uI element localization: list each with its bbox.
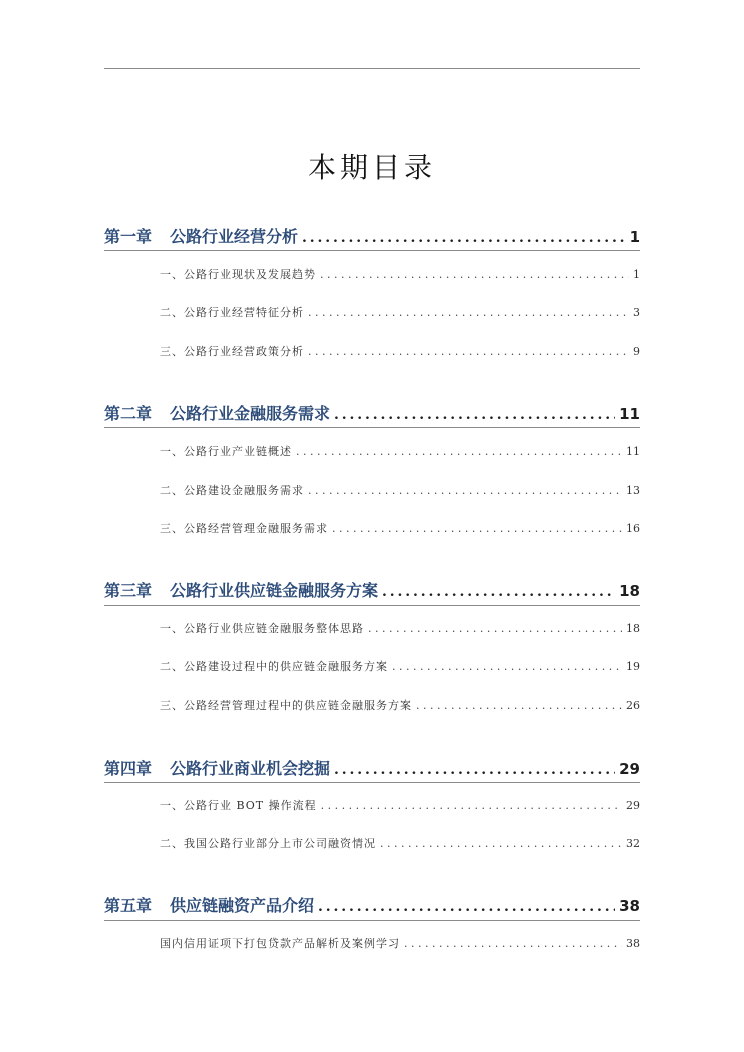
section-entry[interactable] <box>104 343 640 359</box>
section-page-number: 18 <box>626 622 640 635</box>
chapter-5-entry[interactable] <box>104 893 640 916</box>
chapter-3-entry[interactable] <box>104 578 640 601</box>
chapter-page-number: 38 <box>619 897 640 915</box>
dot-leader <box>302 227 626 246</box>
section-page-number: 16 <box>626 522 640 535</box>
section-entry[interactable] <box>104 304 640 320</box>
dot-leader <box>318 896 615 915</box>
dot-leader <box>308 345 629 358</box>
dot-leader <box>308 484 622 497</box>
section-entry[interactable] <box>104 520 640 536</box>
chapter-number: 第一章 <box>104 227 153 246</box>
chapter-rule <box>104 605 640 606</box>
section-title: 二、我国公路行业部分上市公司融资情况 <box>160 837 376 850</box>
section-title: 一、公路行业供应链金融服务整体思路 <box>160 622 364 635</box>
chapter-title: 公路行业金融服务需求 <box>170 404 331 423</box>
section-page-number: 3 <box>633 306 640 319</box>
section-entry[interactable] <box>104 266 640 282</box>
page-title: 本期目录 <box>307 151 436 184</box>
chapter-1-entry[interactable] <box>104 224 640 247</box>
dot-leader <box>392 660 622 673</box>
dot-leader <box>334 759 615 778</box>
chapter-title: 公路行业商业机会挖掘 <box>170 759 331 778</box>
chapter-number: 第五章 <box>104 896 153 915</box>
section-title: 国内信用证项下打包贷款产品解析及案例学习 <box>160 937 400 950</box>
dot-leader <box>404 937 622 950</box>
chapter-2-entry[interactable] <box>104 401 640 424</box>
chapter-number: 第二章 <box>104 404 153 423</box>
section-page-number: 32 <box>626 837 640 850</box>
section-entry[interactable] <box>104 443 640 459</box>
section-entry[interactable] <box>104 697 640 713</box>
top-rule <box>104 68 640 69</box>
section-title: 一、公路行业产业链概述 <box>160 445 292 458</box>
section-page-number: 1 <box>633 268 640 281</box>
section-entry[interactable] <box>104 835 640 851</box>
chapter-rule <box>104 250 640 251</box>
chapter-number: 第三章 <box>104 581 153 600</box>
dot-leader <box>332 522 622 535</box>
section-title: 二、公路建设金融服务需求 <box>160 484 304 497</box>
chapter-4-entry[interactable] <box>104 756 640 779</box>
section-entry[interactable] <box>104 658 640 674</box>
section-title: 三、公路行业经营政策分析 <box>160 345 304 358</box>
chapter-rule <box>104 427 640 428</box>
chapter-page-number: 11 <box>619 405 640 423</box>
chapter-number: 第四章 <box>104 759 153 778</box>
section-page-number: 11 <box>626 445 640 458</box>
chapter-rule <box>104 920 640 921</box>
section-page-number: 29 <box>626 799 640 812</box>
dot-leader <box>320 268 629 281</box>
section-entry[interactable] <box>104 620 640 636</box>
dot-leader <box>382 581 615 600</box>
chapter-title: 供应链融资产品介绍 <box>170 896 315 915</box>
section-title: 三、公路经营管理金融服务需求 <box>160 522 328 535</box>
dot-leader <box>368 622 622 635</box>
section-page-number: 19 <box>626 660 640 673</box>
chapter-page-number: 29 <box>619 760 640 778</box>
section-title: 三、公路经营管理过程中的供应链金融服务方案 <box>160 699 412 712</box>
section-page-number: 26 <box>626 699 640 712</box>
chapter-title: 公路行业经营分析 <box>170 227 299 246</box>
dot-leader <box>416 699 622 712</box>
section-title: 二、公路行业经营特征分析 <box>160 306 304 319</box>
section-page-number: 9 <box>633 345 640 358</box>
dot-leader <box>308 306 629 319</box>
chapter-page-number: 18 <box>619 582 640 600</box>
dot-leader <box>380 837 622 850</box>
section-title: 一、公路行业 BOT 操作流程 <box>160 799 317 812</box>
dot-leader <box>296 445 622 458</box>
section-title: 二、公路建设过程中的供应链金融服务方案 <box>160 660 388 673</box>
section-page-number: 13 <box>626 484 640 497</box>
section-entry[interactable] <box>104 935 640 951</box>
section-entry[interactable] <box>104 797 640 813</box>
chapter-title: 公路行业供应链金融服务方案 <box>170 581 379 600</box>
section-entry[interactable] <box>104 482 640 498</box>
chapter-page-number: 1 <box>629 228 640 246</box>
section-page-number: 38 <box>626 937 640 950</box>
dot-leader <box>321 799 622 812</box>
section-title: 一、公路行业现状及发展趋势 <box>160 268 316 281</box>
chapter-rule <box>104 782 640 783</box>
dot-leader <box>334 404 615 423</box>
